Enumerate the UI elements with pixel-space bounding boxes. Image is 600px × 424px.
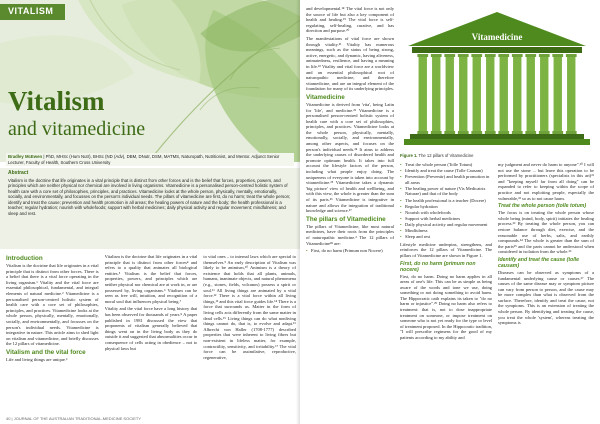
right-page — [300, 0, 600, 424]
list-item: • Regular hydration — [400, 204, 492, 210]
pillar-5 — [473, 57, 481, 131]
pillar-base — [525, 131, 536, 134]
pillar-capital — [552, 54, 563, 57]
pillar-capital — [539, 54, 550, 57]
pillar-capital — [525, 54, 536, 57]
body-paragraph: to vital ones – to internal laws which are special to themselves.⁹ An early description of Vitalism was likely to be animism,¹⁰ Animism is a theory of existence that holds that all plants, animals, humans, inanimate objects, and natural phenomena (e.g., stones, fields, volcanos) possess a spirit or soul.¹¹ All living things are animated by a vital force.¹² There is a vital force within all living things,¹³ and this vital force guides life.¹⁴ There is a force that surrounds us. Matter in the form of living cells acts differently from the same matter in dead cells.¹⁵ Living things can do what nonliving things cannot do, that is, to evolve and adapt.¹⁶ Albrecht von Haller (1708-1777) described properties that were inherent to living fibres but non-existent in lifeless matter, for example, contractility, sensitivity, and irritability.¹⁷ The vital force can be assimilative, reproductive, regenerative, — [203, 254, 297, 360]
pillar-6 — [486, 57, 494, 131]
hero-leaf-image — [0, 0, 300, 162]
list-item: • Sleep and rest — [400, 234, 492, 240]
roof-label: Vitamedicine — [471, 32, 523, 42]
right-column-3 — [498, 162, 594, 418]
page-folio: 40 | JOURNAL OF THE AUSTRALIAN TRADITIONAL-MEDICINE SOCIETY — [6, 416, 141, 421]
temple-lintel — [412, 47, 582, 53]
right-column-1 — [306, 6, 394, 418]
left-column-2 — [105, 254, 198, 420]
abstract-text: Vitalism is the doctrine that life originates in a vital principle that is distinct from other forces and is the belief that forces, properties, powers, and principles which are neither physical nor chemical are involved in living organisms. Vitamedicine is a personalised person-centred holistic system of health care with a core set of philosophies, principles, and practices. Vitamedicine looks at the whole person, physically, mentally, emotionally, socially, and environmentally, and focusses on the person's individual needs. The pillars of vitamedicine are first, do no harm; treat the whole person; identify and treat the cause; prevention and health promotion in all areas; the healing powers of nature and the body; the health professional is a teacher; regular hydration; nourish with wholefoods; support with herbal medicines; daily physical activity and regular movement; mindfulness; and sleep and rest. — [8, 177, 291, 216]
pillar-2 — [432, 57, 440, 131]
left-body-columns — [6, 254, 296, 420]
pillar-base — [552, 131, 563, 134]
list-item: • First, do no harm (Primum non Nocere) — [306, 248, 394, 254]
byline — [6, 153, 294, 166]
abstract-box — [0, 168, 300, 249]
body-paragraph: First, do no harm. Doing no harm applies in all areas of one's life. This can be as simple as being aware of the words and tone we use, doing something or not doing something to avoid harm. The Hippocratic oath explains its taken to "do no harm or injustice".²⁹ Doing no harm also refers to treatment: that is, not to dose inappropriate treatment on someone, or impose treatment on someone who is not yet ready for the type or level of treatment proposed. In the Hippocratic tradition, "I will prescribe regimens for the good of my patients according to my ability and — [400, 273, 492, 341]
pillar-base — [471, 131, 482, 134]
figure-caption-label: Figure 1. — [400, 153, 418, 158]
section-tag: VITALISM — [0, 4, 65, 20]
figure-caption — [400, 153, 594, 158]
figure-caption-text: The 12 pillars of Vitamedicine — [418, 153, 474, 158]
left-column-1 — [6, 254, 99, 420]
heading-vitalism-vital-force: Vitalism and the vital force — [6, 348, 86, 356]
body-paragraph: Life and living things are unique.³ — [6, 356, 68, 362]
heading-first-do-no-harm: First, do no harm (primum non nocere) — [400, 260, 476, 273]
pillar-capital — [471, 54, 482, 57]
pillars-list — [400, 162, 492, 240]
pillar-base — [444, 131, 455, 134]
list-item: • The health professional is a teacher (Docere) — [400, 198, 492, 204]
author-credentials: | PhD, MHSc (Hum Nutr), BHSc (ND (Adv), DBM, DNutr, DSM, MATMS, Naturopath, Nutritionist, and Mentor. Adjunct Senior Lecturer, Faculty of Health, Southern Cross University — [8, 154, 280, 165]
body-paragraph: and developmental.¹⁸ The vital force is not only the source of life but also a key component of health and healing.¹⁹ The vital force is self-regulating, self-healing, curative, and has direction and purpose.²⁰ — [306, 6, 394, 34]
pillar-capital — [498, 54, 509, 57]
list-item: • Mindfulness — [400, 228, 492, 234]
pillar-4 — [459, 57, 467, 131]
pillar-1 — [419, 57, 427, 131]
heading-treat-whole-person: Treat the whole person (tolle totum) — [498, 203, 587, 210]
pillar-base — [485, 131, 496, 134]
author-name: Bradley McEwen — [8, 154, 43, 159]
pillar-9 — [527, 57, 535, 131]
pillar-8 — [513, 57, 521, 131]
body-paragraph: Vitamedicine is derived from 'vita', being Latin for 'life', and medicine.²³ Vitamedicine is a personalised person-centred holistic system of health care with a core set of philosophies, principles, and practices. Vitamedicine looks at the whole person, physically, mentally, emotionally, socially, and environmentally, among other aspects, and focuses on the person's individual needs.²⁴ It aims to address the underlying causes of disordered health and promote optimum health. It takes into full account the lifestyle factors of the person, including what people enjoy doing. The uniqueness of everyone is taken into account by vitamedicine.²⁵ Vitamedicine takes a dynamic 'big picture' view of health and wellbeing, and with this view, the whole is greater than the sum of its parts.²⁶ Vitamedicine is integrative in nature and allows the integration of traditional knowledge and science.²⁷ — [306, 101, 394, 214]
body-paragraph: Vitalism is the doctrine that life originates in a vital principle that is distinct from other forces⁴ and refers to a quality that animates all biological entities.⁵ Vitalism is the belief that forces, properties, powers, and principles which are neither physical nor chemical are at work in, or are possessed by, living organisms.⁶ Vitalism can be seen as free will, intuition, and recognition of a moral soul that influences physical being.⁷ — [104, 254, 198, 304]
pillar-base — [512, 131, 523, 134]
pillars-list-start — [306, 248, 394, 254]
body-paragraph: Lifestyle medicine underpins, strengthens, and reinforces the 12 pillars of Vitamedicine. The pillars of Vitamedicine are shown in Figure 1. — [400, 241, 492, 258]
pillar-base — [498, 131, 509, 134]
body-paragraph: my judgment and never do harm to anyone".³⁰ I will not use the stone ... but leave this operation to be performed by practitioners (specialists in this art)³¹ and "keeping myself far from all doing" can be expanded to refer to keeping within the scope of practice and not exploiting people, especially the vulnerable,³² so as to not cause harm. — [498, 162, 594, 201]
pillar-capital — [485, 54, 496, 57]
abstract-heading: Abstract — [8, 170, 29, 176]
list-item: • Prevention (Preventir) and health promotion in all areas — [400, 174, 492, 185]
pillar-12 — [567, 57, 575, 131]
body-paragraph: Vitality and the vital force have a long history that has been observed for thousands of years.⁸ A paper published in 1981 discussed the view that proponents of vitalism generally believed that things went on in the living body as they do outside it and suggested that abnormalities occur in consequence of cells acting in obedience – not to physical laws but — [104, 306, 198, 351]
list-item: • Treat the whole person (Tolle Totum) — [400, 162, 492, 168]
pillar-11 — [554, 57, 562, 131]
pillar-base — [417, 131, 428, 134]
pillar-capital — [512, 54, 523, 57]
pillar-base — [431, 131, 442, 134]
pillar-10 — [540, 57, 548, 131]
article-title-line1: Vitalism — [8, 86, 105, 116]
temple-step-upper — [410, 134, 584, 139]
heading-vitamedicine: Vitamedicine — [306, 93, 345, 101]
pillar-capital — [444, 54, 455, 57]
body-paragraph: The focus is on treating the whole person whose whole being (mind, body, spirit) initiates the healing process.³³ By treating the whole person, you can restore balance through diet, exercise, and the reasonable use of herbs, salts, and earthly compounds.³⁴ The whole is greater than the sum of the parts³⁵ and the parts cannot be understood when considered in isolation from the whole.³⁶ — [498, 210, 594, 255]
body-paragraph: Vitalism is the doctrine that life originates in a vital principle that is distinct from other forces. There is a belief that there is a vital force operating in the living organism.¹ Vitality and the vital force are essential philosophical, fundamental, and integral elements of natural medicine.² Vitamedicine is a personalised person-centred holistic system of health care with a core set of philosophies, principles, and practices. Vitamedicine looks at the whole person, physically, mentally, emotionally, socially, and environmentally, and focusses on the person's individual needs. Vitamedicine is integrative in nature. This article aims to shed light on vitalism and vitamedicine, and briefly discusses the 12 pillars of vitamedicine. — [6, 263, 99, 347]
pillars-temple-graphic — [400, 6, 594, 152]
list-item: • The healing power of nature (Vis Medicatrix Naturae) and that of the body — [400, 186, 492, 197]
list-item: • Identify and treat the cause (Tolle Causam) — [400, 168, 492, 174]
body-paragraph: Diseases can be observed as symptoms of a fundamental underlying cause or causes.³⁷ The causes of the same disease may or symptom picture can vary from person to person, and the cause may be more complex than what is observed from the surface. Therefore, identify and treat the cause, not the symptoms. This is an extension of treating the whole person. By identifying and treating the cause, you treat the whole 'system', whereas treating the symptoms is — [498, 269, 594, 326]
pillar-base — [539, 131, 550, 134]
pillar-3 — [446, 57, 454, 131]
right-column-2 — [400, 162, 492, 418]
pillar-base — [458, 131, 469, 134]
pillar-7 — [500, 57, 508, 131]
list-item: • Nourish with wholefoods — [400, 210, 492, 216]
body-paragraph: The manifestations of vital force are shown through vitality.²¹ Vitality has numerous meanings, such as the status of being strong, active, energetic, and dynamic, having aliveness, animatedness, resilience, and having a meaning in life.²² Vitality and vital force are a worldview and an essential philosophical root of naturopathic medicine, and therefore vitamedicine, and are an integral element of the foundation for many of its underlying principles. — [306, 35, 394, 92]
heading-identify-treat-cause: Identify and treat the cause (tolle causam) — [498, 256, 579, 269]
heading-introduction: Introduction — [6, 255, 43, 262]
pillar-capital — [458, 54, 469, 57]
heading-pillars: The pillars of Vitamedicine — [306, 215, 386, 223]
list-item: • Daily physical activity and regular movement — [400, 222, 492, 228]
pillar-capital — [431, 54, 442, 57]
body-paragraph: The pillars of Vitamedicine, like most natural medicines, have their roots from the principles of naturopathic medicine.² The 12 pillars of Vitamedicine²⁸ are: — [306, 223, 394, 246]
temple-step-lower — [404, 139, 590, 145]
pillar-capital — [566, 54, 577, 57]
pillar-base — [566, 131, 577, 134]
pillar-capital — [417, 54, 428, 57]
article-title-line2: and vitamedicine — [8, 118, 146, 140]
list-item: • Support with herbal medicines — [400, 216, 492, 222]
figure-pillars-diagram — [400, 6, 594, 152]
left-column-3 — [203, 254, 296, 420]
